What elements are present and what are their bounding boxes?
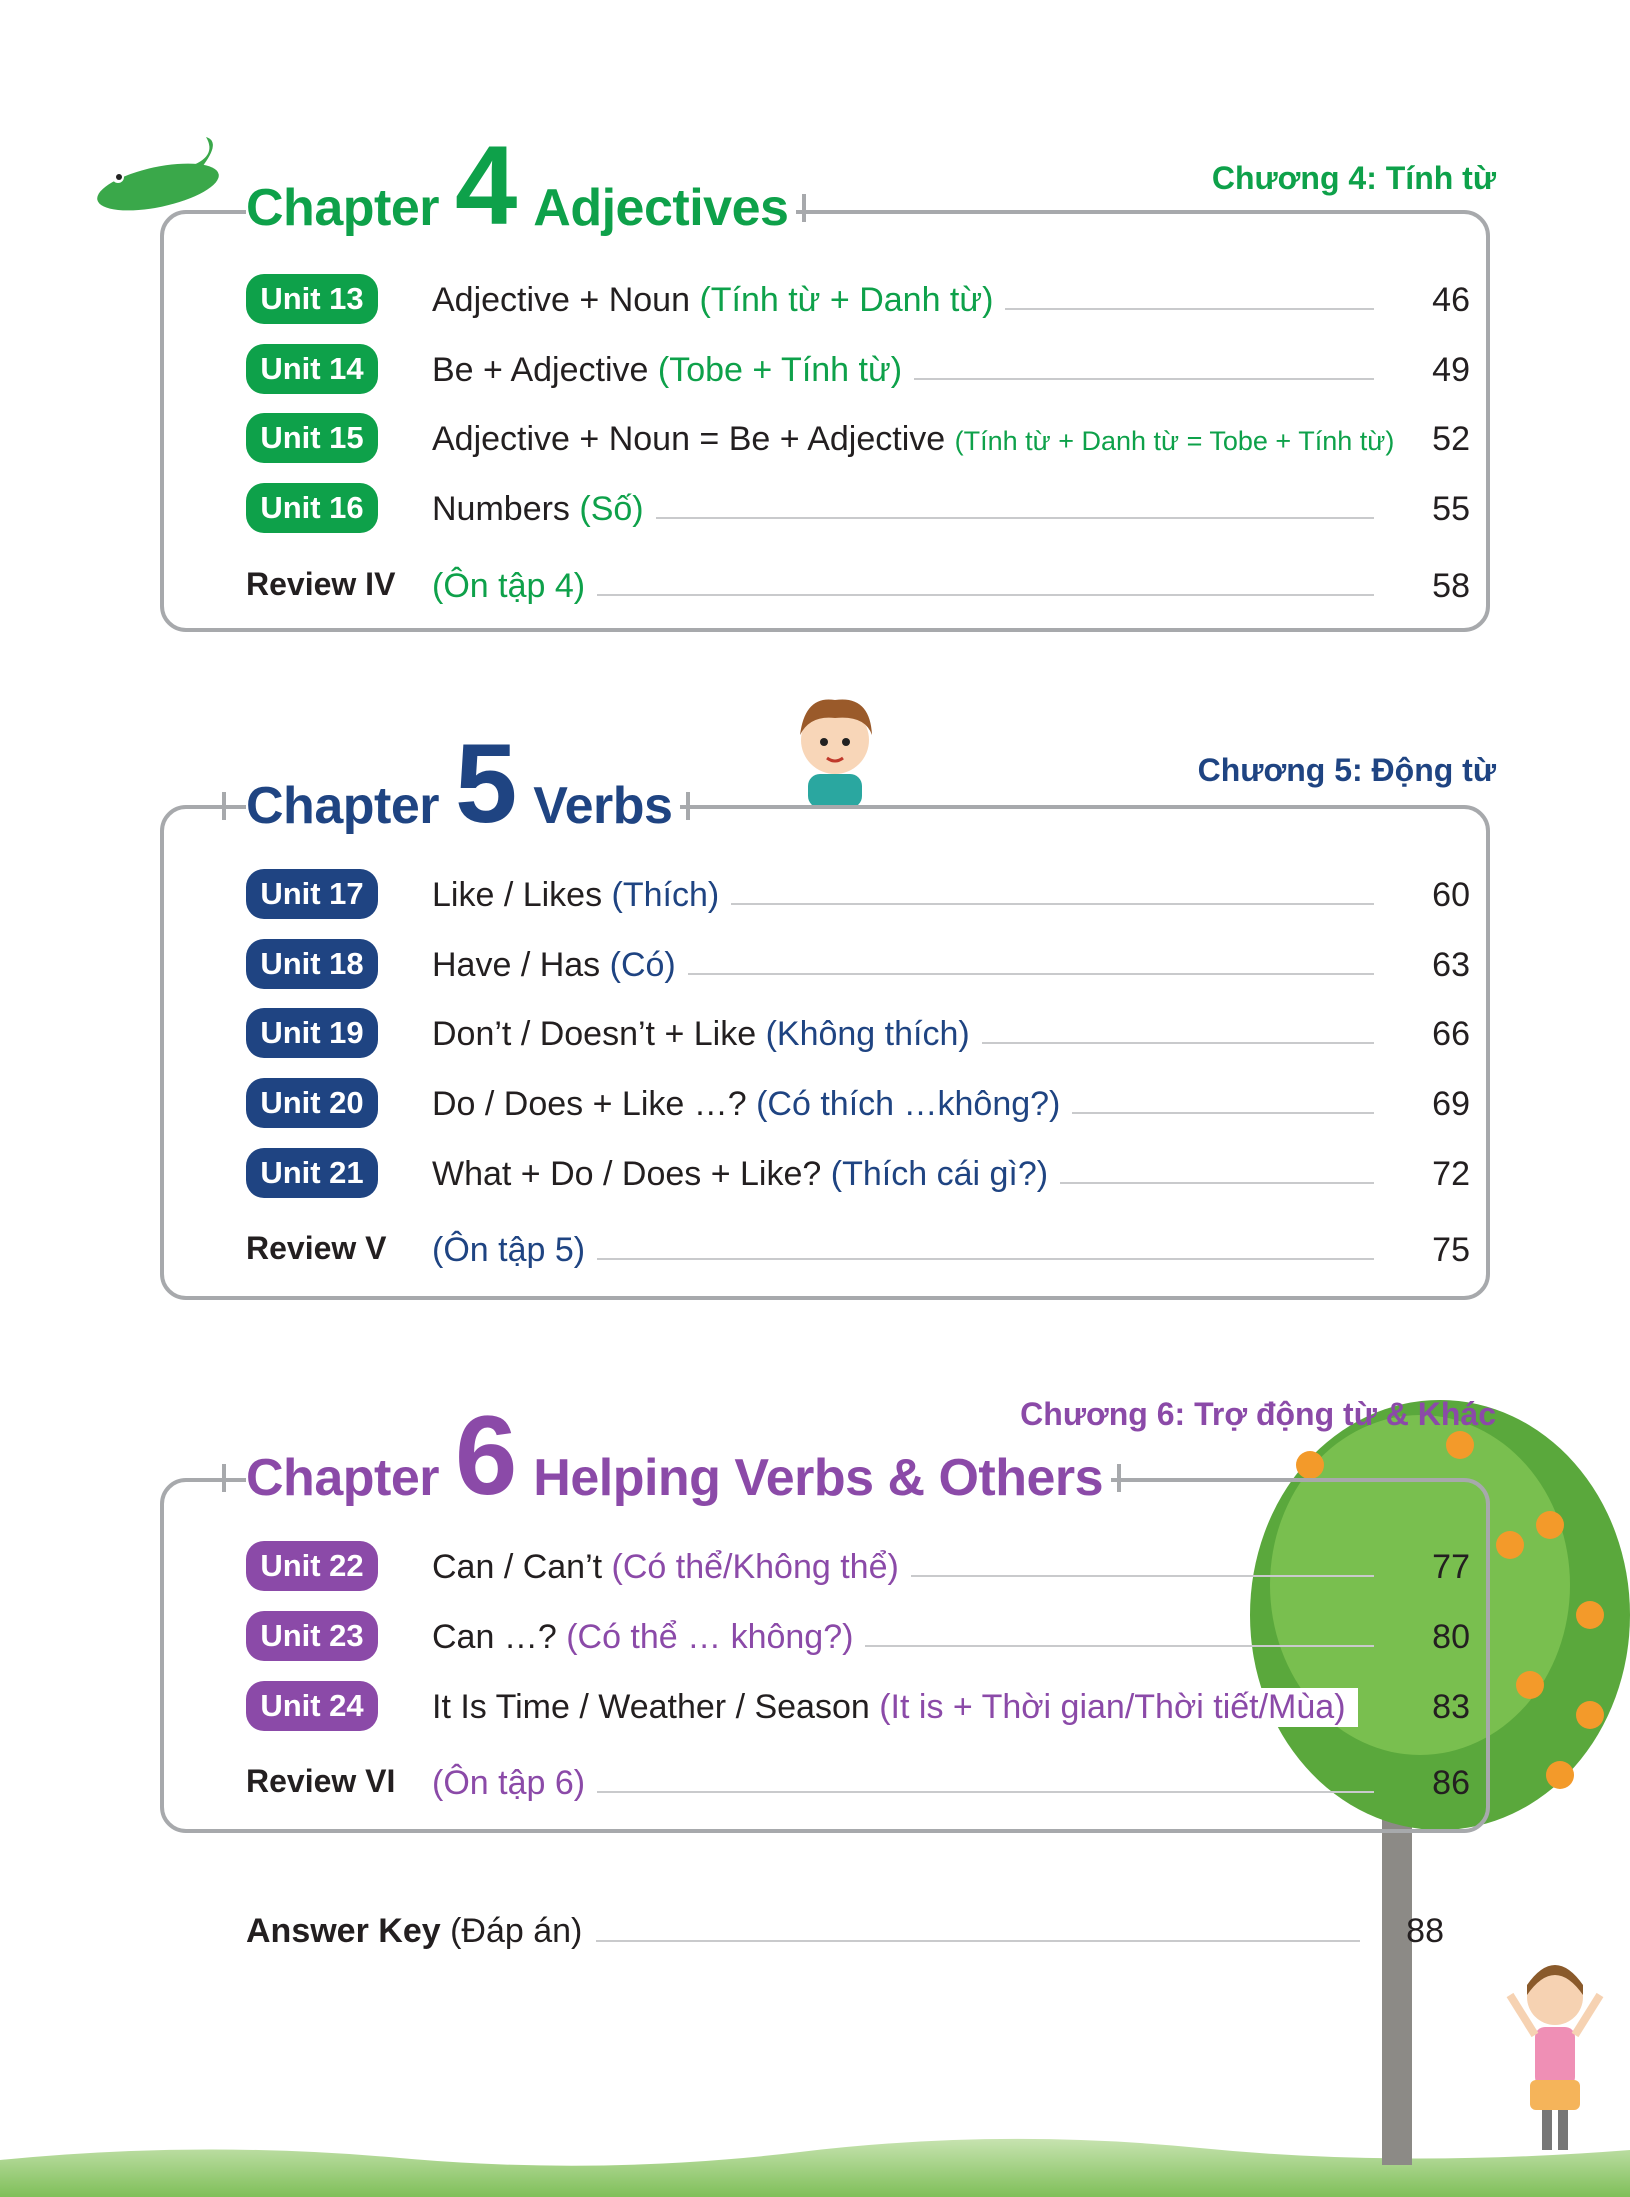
page-number: 75 xyxy=(1432,1231,1470,1269)
unit-badge: Unit 16 xyxy=(246,483,378,533)
unit-badge: Unit 24 xyxy=(246,1681,378,1731)
toc-row-unit-21[interactable] xyxy=(246,1148,1470,1200)
entry-title: Answer Key (Đáp án) xyxy=(246,1912,594,1951)
chapter-5-vn-title: Chương 5: Động từ xyxy=(1197,752,1496,788)
toc-row-unit-22[interactable] xyxy=(246,1541,1470,1593)
chapter-name: Adjectives xyxy=(533,179,789,237)
toc-row-unit-16[interactable] xyxy=(246,483,1470,535)
toc-row-unit-19[interactable] xyxy=(246,1008,1470,1060)
toc-row-answer-key[interactable] xyxy=(246,1912,1444,1964)
entry-title: Do / Does + Like …? (Có thích …không?) xyxy=(432,1085,1072,1124)
review-label: Review V xyxy=(246,1230,387,1266)
page-number: 86 xyxy=(1432,1764,1470,1802)
chapter-number: 5 xyxy=(454,721,518,846)
entry-title: Have / Has (Có) xyxy=(432,946,688,985)
unit-badge: Unit 17 xyxy=(246,869,378,919)
page-number: 69 xyxy=(1432,1085,1470,1123)
chapter-6-vn-title: Chương 6: Trợ động từ & Khác xyxy=(1020,1396,1496,1432)
leader-line xyxy=(596,1940,1360,1942)
unit-badge: Unit 22 xyxy=(246,1541,378,1591)
page-number: 80 xyxy=(1432,1618,1470,1656)
unit-badge: Unit 21 xyxy=(246,1148,378,1198)
unit-badge: Unit 14 xyxy=(246,344,378,394)
entry-title: Adjective + Noun = Be + Adjective (Tính từ + Danh từ = Tobe + Tính từ) xyxy=(432,420,1406,459)
toc-row-review-iv[interactable] xyxy=(246,560,1470,612)
toc-row-unit-14[interactable] xyxy=(246,344,1470,396)
toc-row-unit-17[interactable] xyxy=(246,869,1470,921)
toc-row-review-vi[interactable] xyxy=(246,1757,1470,1809)
chapter-6-title xyxy=(246,1393,1111,1518)
page-number: 60 xyxy=(1432,876,1470,914)
entry-title: Don’t / Doesn’t + Like (Không thích) xyxy=(432,1015,982,1054)
entry-title: (Ôn tập 4) xyxy=(432,567,597,606)
toc-row-unit-24[interactable] xyxy=(246,1681,1470,1733)
page-number: 83 xyxy=(1432,1688,1470,1726)
entry-title: Like / Likes (Thích) xyxy=(432,876,731,915)
unit-badge: Unit 20 xyxy=(246,1078,378,1128)
boy-illustration xyxy=(780,690,890,808)
entry-title: (Ôn tập 5) xyxy=(432,1231,597,1270)
girl-illustration xyxy=(1500,1955,1610,2165)
entry-title: Adjective + Noun (Tính từ + Danh từ) xyxy=(432,281,1005,320)
chapter-label: Chapter xyxy=(246,777,439,835)
chapter-label: Chapter xyxy=(246,1449,439,1507)
review-label: Review VI xyxy=(246,1763,396,1799)
toc-row-unit-18[interactable] xyxy=(246,939,1470,991)
toc-row-review-v[interactable] xyxy=(246,1224,1470,1276)
page-number: 72 xyxy=(1432,1155,1470,1193)
chapter-4-vn-title: Chương 4: Tính từ xyxy=(1211,160,1496,196)
page-number: 77 xyxy=(1432,1548,1470,1586)
chapter-4-title xyxy=(246,123,796,248)
toc-row-unit-13[interactable] xyxy=(246,274,1470,326)
toc-row-unit-20[interactable] xyxy=(246,1078,1470,1130)
unit-badge: Unit 13 xyxy=(246,274,378,324)
unit-badge: Unit 15 xyxy=(246,413,378,463)
unit-badge: Unit 23 xyxy=(246,1611,378,1661)
chapter-5-title xyxy=(246,721,680,846)
entry-title: Can / Can’t (Có thể/Không thể) xyxy=(432,1548,911,1587)
unit-badge: Unit 18 xyxy=(246,939,378,989)
page-number: 58 xyxy=(1432,567,1470,605)
chapter-name: Helping Verbs & Others xyxy=(533,1449,1104,1507)
entry-title: It Is Time / Weather / Season (It is + Thời gian/Thời tiết/Mùa) xyxy=(432,1688,1358,1727)
page-number: 52 xyxy=(1432,420,1470,458)
entry-title: Numbers (Số) xyxy=(432,490,656,529)
entry-title: Can …? (Có thể … không?) xyxy=(432,1618,865,1657)
entry-title: Be + Adjective (Tobe + Tính từ) xyxy=(432,351,914,390)
entry-title: (Ôn tập 6) xyxy=(432,1764,597,1803)
toc-row-unit-15[interactable] xyxy=(246,413,1470,465)
page-number: 49 xyxy=(1432,351,1470,389)
chapter-label: Chapter xyxy=(246,179,439,237)
unit-badge: Unit 19 xyxy=(246,1008,378,1058)
chapter-name: Verbs xyxy=(533,777,673,835)
chapter-number: 4 xyxy=(454,123,518,248)
review-label: Review IV xyxy=(246,566,396,602)
page-number: 66 xyxy=(1432,1015,1470,1053)
page-number: 46 xyxy=(1432,281,1470,319)
page-number: 88 xyxy=(1406,1912,1444,1950)
entry-title: What + Do / Does + Like? (Thích cái gì?) xyxy=(432,1155,1060,1194)
toc-row-unit-23[interactable] xyxy=(246,1611,1470,1663)
chapter-number: 6 xyxy=(454,1393,518,1518)
page-number: 55 xyxy=(1432,490,1470,528)
page-number: 63 xyxy=(1432,946,1470,984)
